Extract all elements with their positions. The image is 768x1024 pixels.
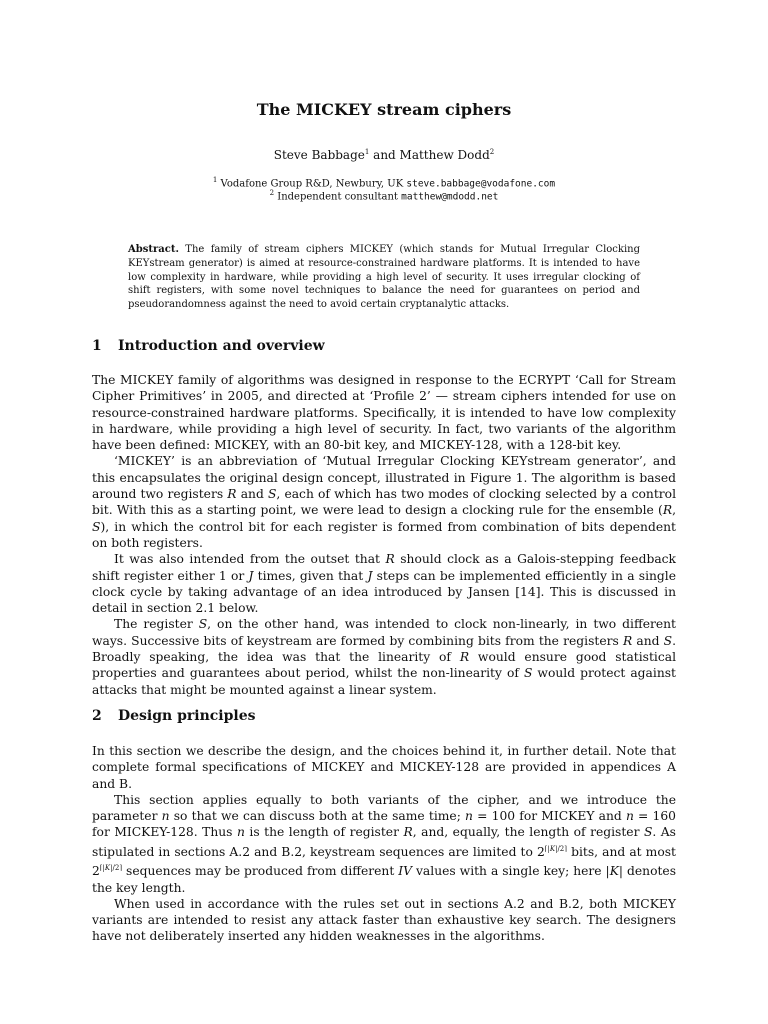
affiliation — [0, 189, 768, 202]
paragraph: It was also intended from the outset that R should clock as a Galois-stepping feedback shift register either 1 or J times, given that J steps can be implemented efficiently in a single clock cycle by taking advantage of an idea introduced by Jansen [14]. This is discussed in detail in section 2.1 below. — [92, 552, 677, 616]
author-conjunction: and — [369, 148, 400, 162]
abstract-text: The family of stream ciphers MICKEY (which stands for Mutual Irregular Clocking KEYstream generator) is aimed at resource-constrained hardware platforms. It is intended to have low complexity in hardware, while providing a high level of security. It uses irregular clocking of shift registers, with some novel techniques to balance the need for guarantees on period and pseudorandomness against the need to avoid certain cryptanalytic attacks. — [128, 244, 640, 311]
section-title: Introduction and overview — [118, 338, 325, 354]
affiliation-mark: 1 — [212, 176, 218, 184]
affiliation-mark: 1 — [364, 148, 370, 156]
paragraph: This section applies equally to both variants of the cipher, and we introduce the parameter n so that we can discuss both at the same time; n = 100 for MICKEY and n = 160 for MICKEY-128. Thus n is the length of register R, and, equally, the length of register S. As stipulated in sections A.2 and B.2, keystream sequences are limited to $2^{⌈|K|/2⌉}$ bits, and at most $2^{⌈|K|/2⌉}$ sequences may be produced from different IV values with a single key; here |K| denotes the key length. — [92, 792, 677, 895]
section-number: 1 — [92, 338, 102, 354]
section-body — [92, 372, 676, 698]
section-heading — [92, 338, 325, 354]
affiliation-text: Independent consultant — [274, 191, 402, 203]
paragraph: The MICKEY family of algorithms was designed in response to the ECRYPT ‘Call for Stream Cipher Primitives’ in 2005, and directed at ‘Profile 2’ — stream ciphers intended for use on resource-constrained hardware platforms. Specifically, it is intended to have low complexity in hardware, while providing a high level of security. In fact, two variants of the algorithm have been defined: MICKEY, with an 80-bit key, and MICKEY-128, with a 128-bit key. — [92, 373, 676, 453]
abstract — [128, 243, 640, 312]
section-heading — [92, 708, 256, 724]
section-number: 2 — [92, 708, 102, 724]
affiliation-text: Vodafone Group R&D, Newbury, UK — [217, 178, 407, 190]
author-name: Matthew Dodd — [399, 148, 490, 162]
section-title: Design principles — [118, 708, 256, 724]
section-body — [92, 743, 676, 945]
author-name: Steve Babbage — [273, 148, 365, 162]
abstract-label: Abstract. — [128, 244, 179, 255]
paper-title: The MICKEY stream ciphers — [256, 100, 512, 119]
affiliation-mark: 2 — [269, 189, 275, 197]
paragraph: ‘MICKEY’ is an abbreviation of ‘Mutual Irregular Clocking KEYstream generator’, and this encapsulates the original design concept, illustrated in Figure 1. The algorithm is based around two registers R and S, each of which has two modes of clocking selected by a control bit. With this as a starting point, we were lead to design a clocking rule for the ensemble (R, S), in which the control bit for each register is formed from combination of bits dependent on both registers. — [92, 454, 676, 550]
paragraph: The register S, on the other hand, was intended to clock non-linearly, in two different ways. Successive bits of keystream are formed by combining bits from the registers R and S. Broadly speaking, the idea was that the linearity of R would ensure good statistical properties and guarantees about period, whilst the non-linearity of S would protect against attacks that might be mounted against a linear system. — [92, 617, 677, 697]
paragraph: When used in accordance with the rules set out in sections A.2 and B.2, both MICKEY variants are intended to resist any attack faster than exhaustive key search. The designers have not deliberately inserted any hidden weaknesses in the algorithms. — [92, 896, 676, 944]
author-line — [0, 148, 768, 162]
affiliation — [0, 176, 768, 189]
paragraph: In this section we describe the design, and the choices behind it, in further detail. Note that complete formal specifications of MICKEY and MICKEY-128 are provided in appendices A and B. — [92, 744, 676, 791]
affiliation-email[interactable]: steve.babbage@vodafone.com — [406, 178, 556, 190]
affiliation-email[interactable]: matthew@mdodd.net — [401, 191, 499, 203]
affiliation-mark: 2 — [489, 148, 495, 156]
